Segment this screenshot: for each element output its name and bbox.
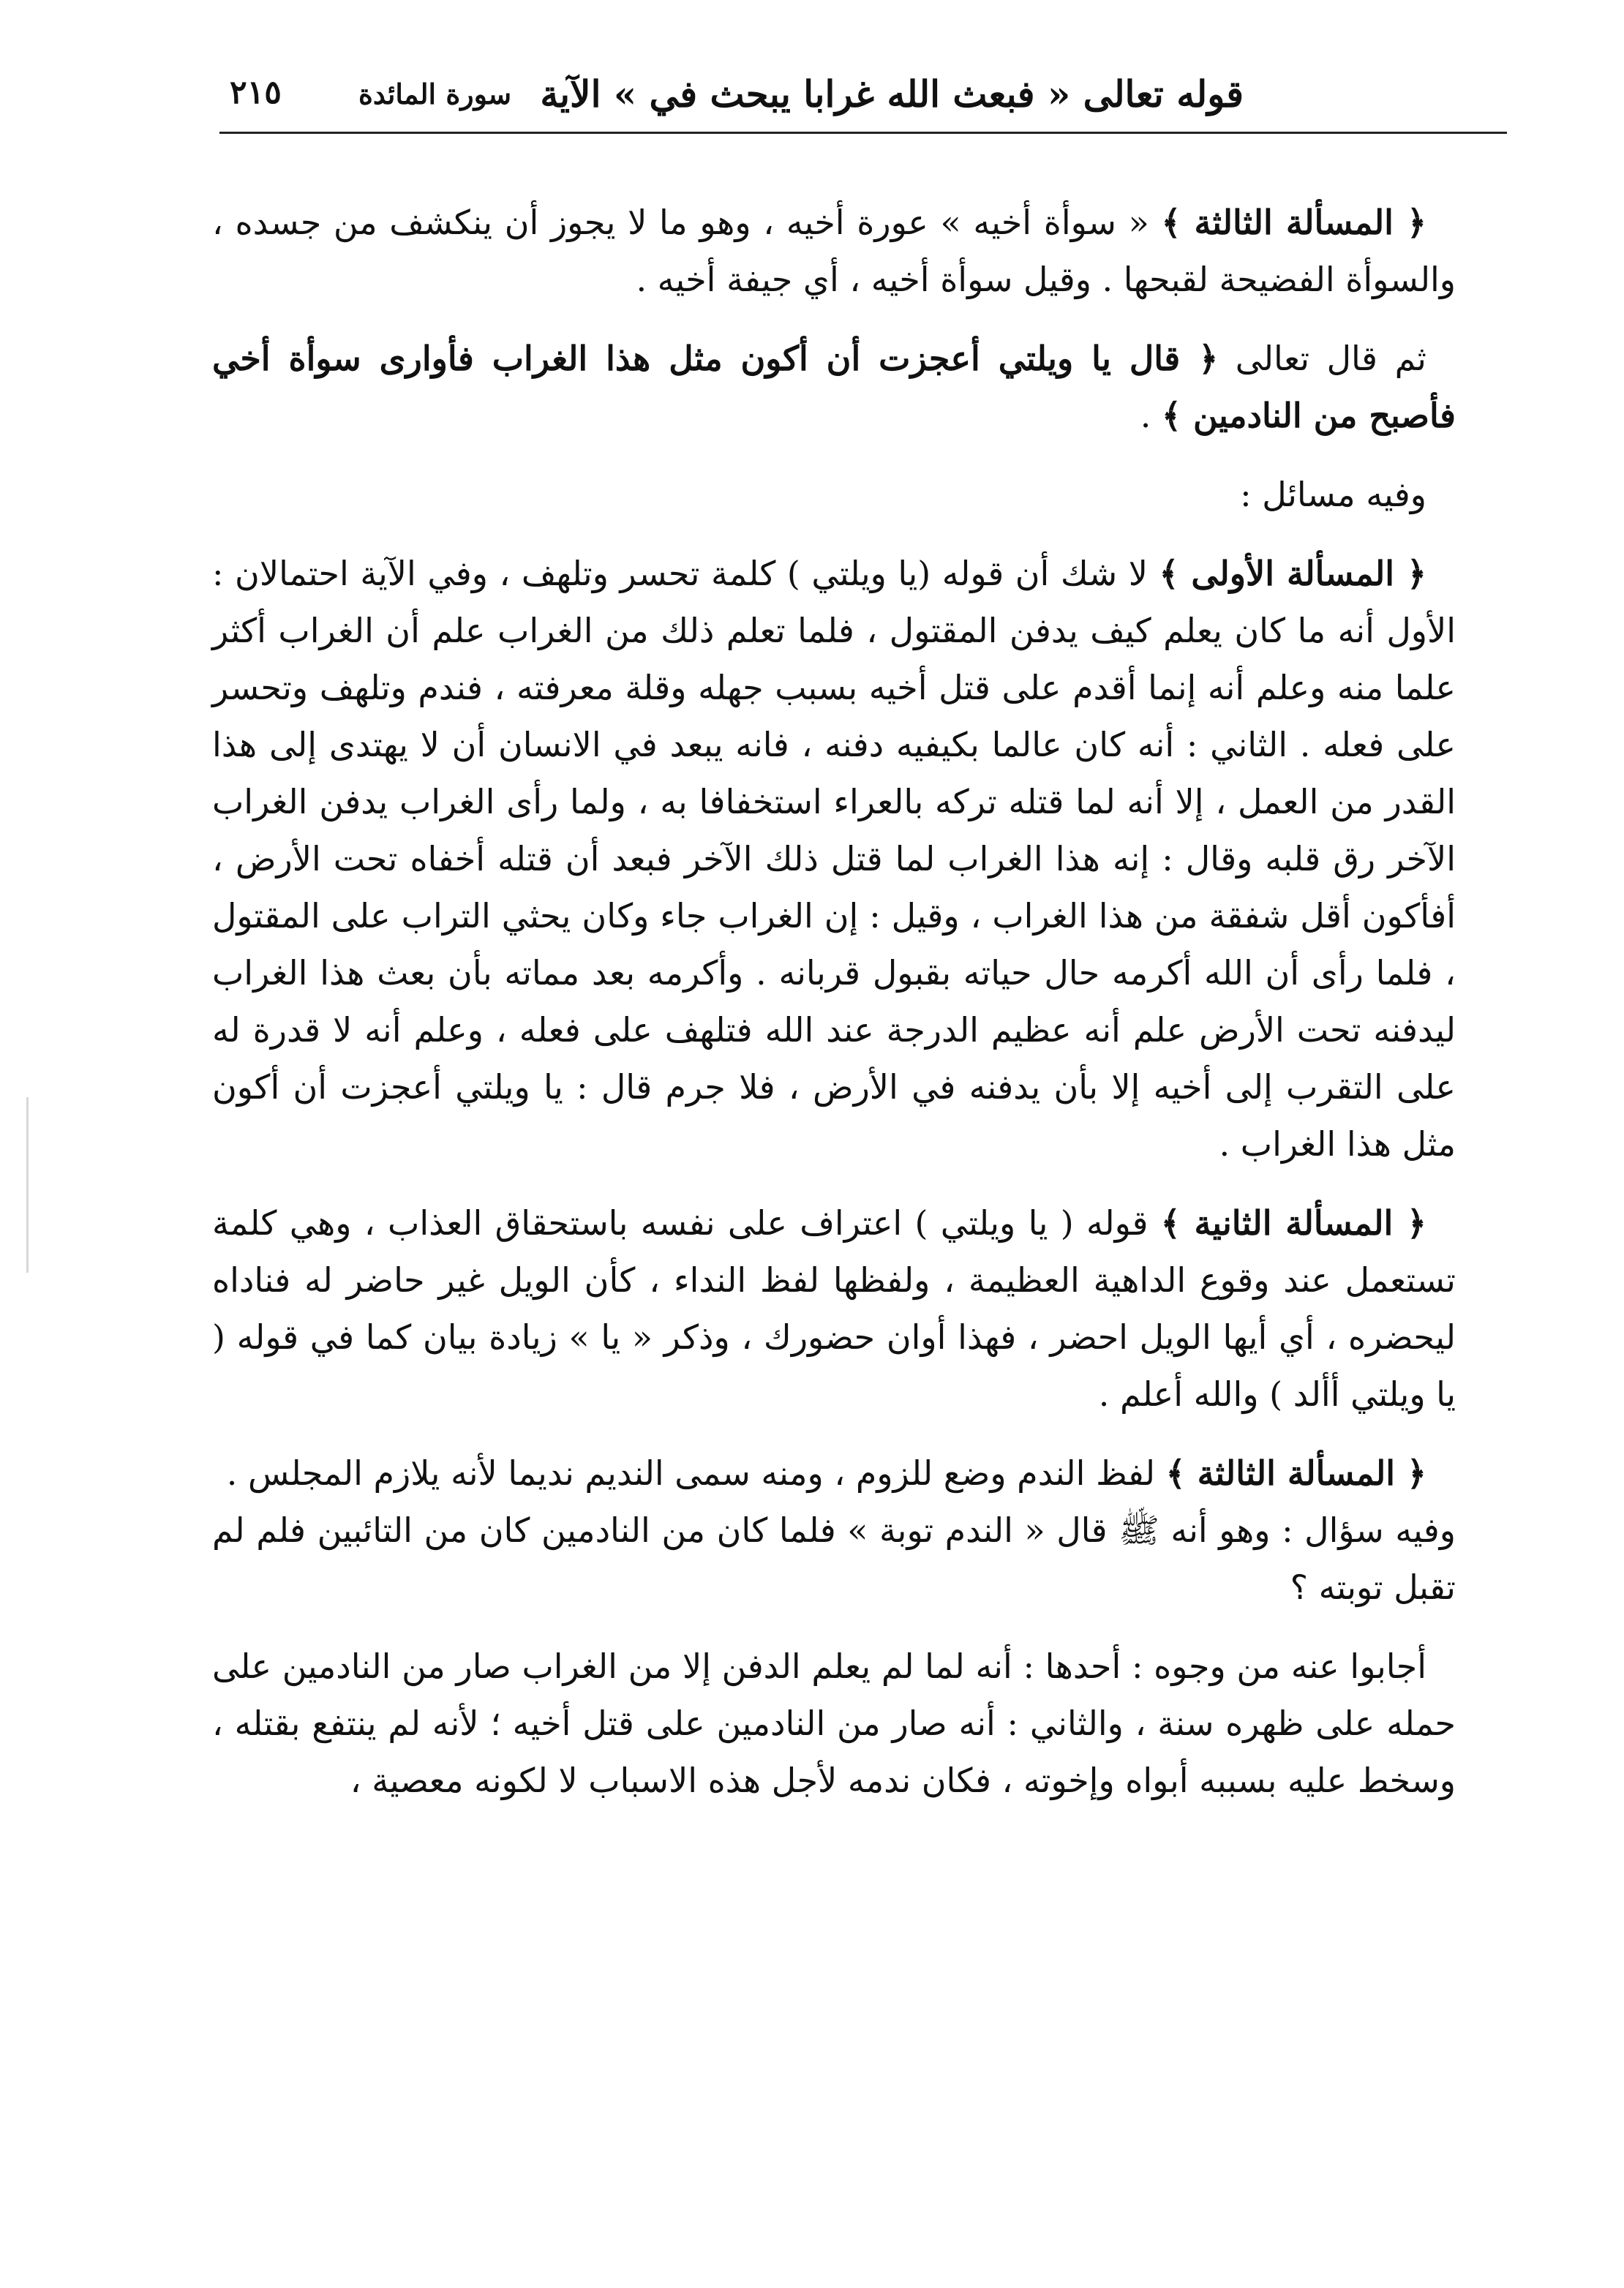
paragraph-issues-intro [212, 466, 1456, 523]
paragraph-verse [212, 330, 1456, 444]
issue-heading: ﴿ المسألة الثالثة ﴾ [1165, 1453, 1426, 1493]
paragraph-text: لفظ الندم وضع للزوم ، ومنه سمى النديم نديما لأنه يلازم المجلس . [226, 1453, 1156, 1493]
page-number: ٢١٥ [230, 74, 282, 111]
running-title: قوله تعالى « فبعث الله غرابا يبحث في » الآية [540, 72, 1244, 116]
verse-lead: ثم قال تعالى [1235, 339, 1426, 378]
paragraph-text: وفيه مسائل : [1240, 475, 1426, 514]
paragraph-text: « سوأة أخيه » عورة أخيه ، وهو ما لا يجوز أن ينكشف من جسده ، والسوأة الفضيحة لقبحها . وقيل سوأة أخيه ، أي جيفة أخيه . [212, 203, 1456, 299]
paragraph-answers [212, 1638, 1456, 1809]
paragraph-text: أجابوا عنه من وجوه : أحدها : أنه لما لم يعلم الدفن إلا من الغراب صار من النادمين على حمله على ظهره سنة ، والثاني : أنه صار من النادمين على قتل أخيه ؛ لأنه لم ينتفع بقتله ، وسخط عليه بسببه أبواه وإخوته ، فكان ندمه لأجل هذه الاسباب لا لكونه معصية ، [212, 1647, 1456, 1800]
quran-verse: ﴿ قال يا ويلتي أعجزت أن أكون مثل هذا الغراب فأوارى سوأة أخي فأصبح من النادمين ﴾ [212, 339, 1456, 435]
paragraph-third-issue-nadam [212, 1445, 1456, 1502]
paragraph-text: وفيه سؤال : وهو أنه ﷺ قال « الندم توبة » فلما كان من النادمين كان من التائبين فلم لم تقبل توبته ؟ [212, 1510, 1456, 1607]
paragraph-question [212, 1502, 1456, 1616]
paragraph-text: قوله ( يا ويلتي ) اعتراف على نفسه باستحقاق العذاب ، وهي كلمة تستعمل عند وقوع الداهية العظيمة ، ولفظها لفظ النداء ، كأن الويل غير حاضر له فناداه ليحضره ، أي أيها الويل احضر ، فهذا أوان حضورك ، وذكر « يا » زيادة بيان كما في قوله ( يا ويلتي أألد ) والله أعلم . [212, 1203, 1456, 1414]
paragraph-second-issue [212, 1194, 1456, 1423]
issue-heading: ﴿ المسألة الثانية ﴾ [1160, 1203, 1426, 1243]
body-text [212, 194, 1456, 1831]
issue-heading: ﴿ المسألة الثالثة ﴾ [1161, 203, 1426, 242]
paragraph-text: . [1140, 396, 1151, 435]
left-margin-line [26, 1097, 29, 1273]
header-rule [219, 132, 1507, 134]
surah-name: سورة المائدة [358, 78, 512, 110]
paragraph-third-issue-sawah [212, 194, 1456, 308]
paragraph-text: لا شك أن قوله (يا ويلتي ) كلمة تحسر وتلهف ، وفي الآية احتمالان : الأول أنه ما كان يعلم كيف يدفن المقتول ، فلما تعلم ذلك من الغراب علم أن الغراب أكثر علما منه وعلم أنه إنما أقدم على قتل أخيه بسبب جهله وقلة معرفته ، فندم وتلهف وتحسر على فعله . الثاني : أنه كان عالما بكيفيه دفنه ، فانه يبعد في الانسان أن لا يهتدى إلى هذا القدر من العمل ، إلا أنه لما قتله تركه بالعراء استخفافا به ، ولما رأى الغراب يدفن الغراب الآخر رق قلبه وقال : إنه هذا الغراب لما قتل ذلك الآخر فبعد أن قتله أخفاه تحت الأرض ، أفأكون أقل شفقة من هذا الغراب ، وقيل : إن الغراب جاء وكان يحثي التراب على المقتول ، فلما رأى أن الله أكرمه حال حياته بقبول قربانه . وأكرمه بعد مماته بأن بعث هذا الغراب ليدفنه تحت الأرض علم أنه عظيم الدرجة عند الله فتلهف على فعله ، وعلم أنه لا قدرة له على التقرب إلى أخيه إلا بأن يدفنه في الأرض ، فلا جرم قال : يا ويلتي أعجزت أن أكون مثل هذا الغراب . [212, 554, 1456, 1164]
paragraph-first-issue [212, 545, 1456, 1173]
page-header [219, 66, 1507, 132]
issue-heading: ﴿ المسألة الأولى ﴾ [1159, 554, 1426, 593]
